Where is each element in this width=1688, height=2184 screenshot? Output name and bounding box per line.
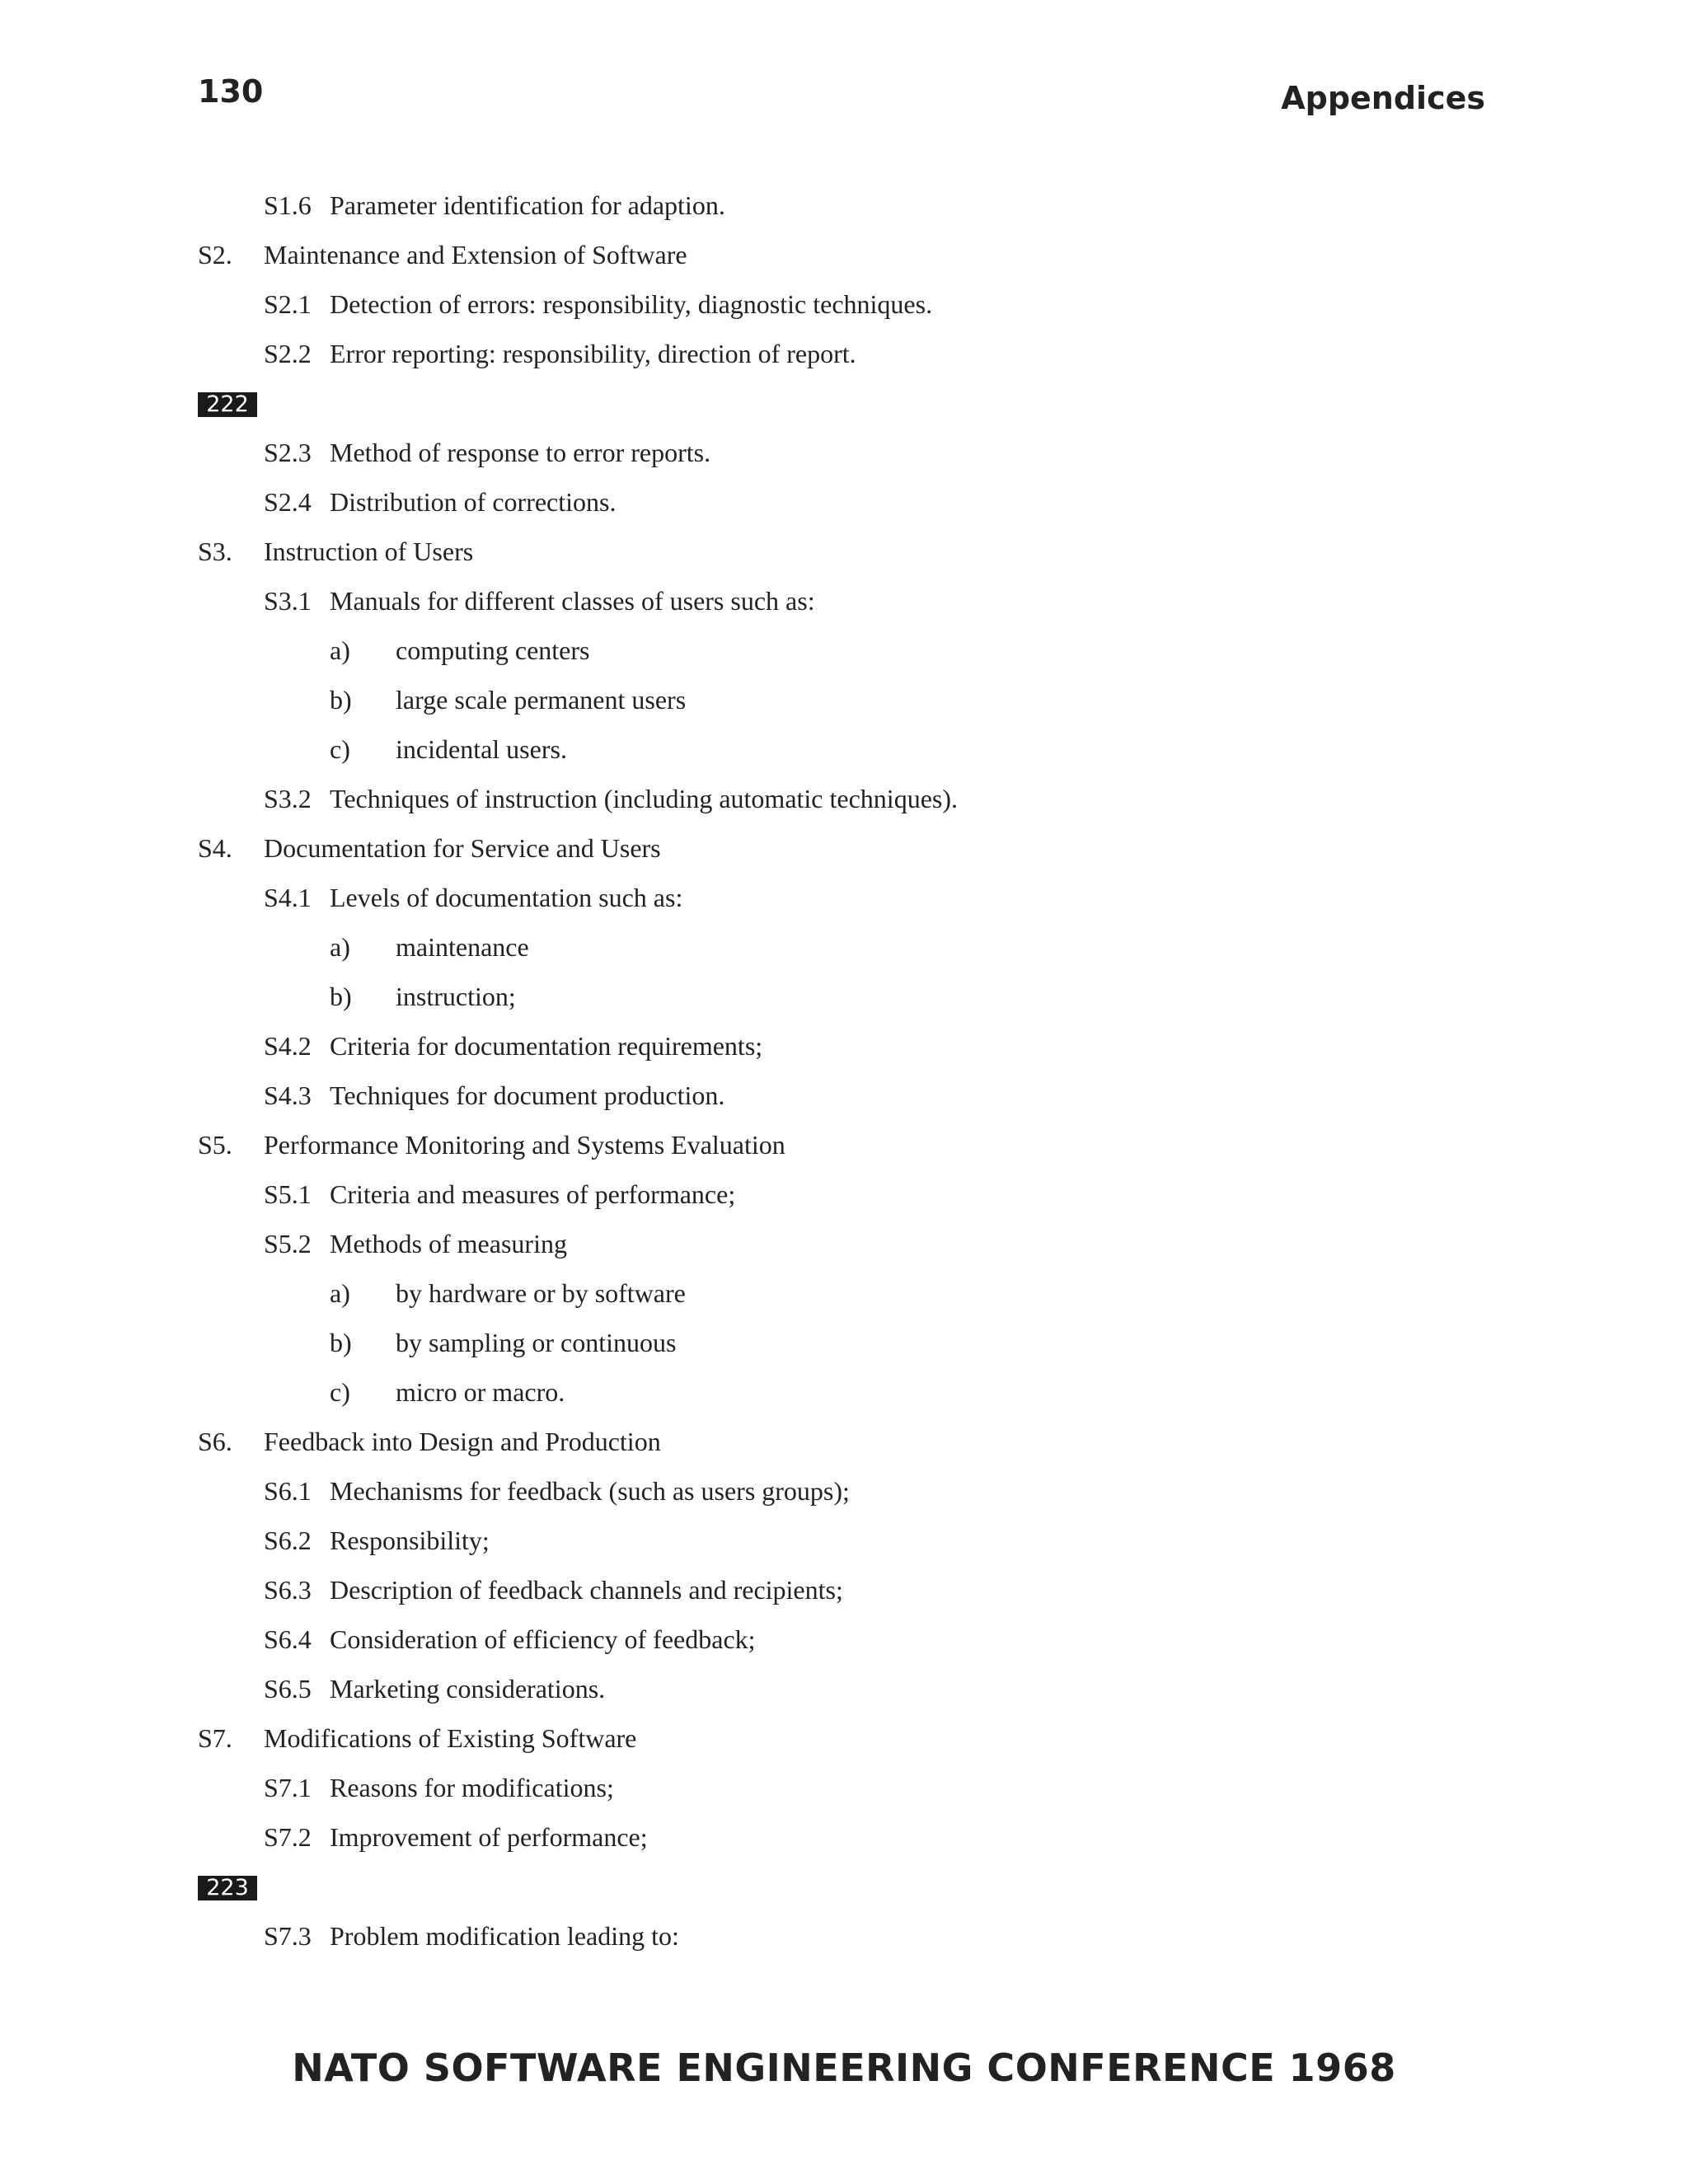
outline-list-item: [0, 684, 1688, 733]
item-text: Levels of documentation such as:: [330, 883, 683, 912]
outline-section: [0, 1129, 1688, 1179]
item-text: computing centers: [396, 635, 590, 665]
outline-list-item: [0, 1277, 1688, 1327]
footer-title: NATO SOFTWARE ENGINEERING CONFERENCE 1968: [292, 2046, 1396, 2090]
outline-subsection: [0, 1624, 1688, 1673]
outline-list-item: [0, 931, 1688, 981]
item-number: S6.5: [264, 1674, 312, 1704]
item-number: S1.6: [264, 190, 312, 220]
item-text: Problem modification leading to:: [330, 1921, 679, 1951]
item-number: b): [330, 1328, 352, 1357]
item-number: c): [330, 1377, 350, 1407]
outline-list-item: [0, 981, 1688, 1030]
item-text: instruction;: [396, 982, 516, 1011]
outline-subsection: [0, 1179, 1688, 1228]
item-text: Instruction of Users: [264, 537, 474, 566]
item-text: Responsibility;: [330, 1526, 490, 1555]
outline-subsection: [0, 1574, 1688, 1624]
item-text: Error reporting: responsibility, direction of report.: [330, 339, 856, 368]
item-number: S3.2: [264, 784, 312, 813]
item-number: S4.3: [264, 1080, 312, 1110]
item-number: S6.2: [264, 1526, 312, 1555]
item-number: S6.4: [264, 1624, 312, 1654]
item-text: maintenance: [396, 932, 529, 962]
item-text: Techniques of instruction (including automatic techniques).: [330, 784, 958, 813]
item-number: c): [330, 734, 350, 764]
page-marker-badge: 223: [198, 1876, 257, 1900]
item-text: incidental users.: [396, 734, 567, 764]
outline-section: [0, 832, 1688, 882]
outline-subsection: [0, 1821, 1688, 1871]
item-number: b): [330, 982, 352, 1011]
outline-subsection: [0, 190, 1688, 239]
item-number: S2.1: [264, 289, 312, 319]
outline-section: [0, 1426, 1688, 1475]
item-number: S7.1: [264, 1773, 312, 1802]
outline-section: [0, 1722, 1688, 1772]
outline-section: [0, 239, 1688, 288]
item-text: Manuals for different classes of users such as:: [330, 586, 815, 616]
item-number: S4.2: [264, 1031, 312, 1061]
item-number: S6.1: [264, 1476, 312, 1506]
item-number: a): [330, 635, 350, 665]
item-number: S4.1: [264, 883, 312, 912]
item-text: by hardware or by software: [396, 1278, 686, 1308]
outline-subsection: [0, 1475, 1688, 1525]
original-page-marker: [0, 387, 1688, 437]
item-text: Marketing considerations.: [330, 1674, 606, 1704]
item-number: S2.4: [264, 487, 312, 517]
item-text: Criteria and measures of performance;: [330, 1179, 736, 1209]
item-number: S7.3: [264, 1921, 312, 1951]
item-number: a): [330, 1278, 350, 1308]
item-text: Modifications of Existing Software: [264, 1723, 637, 1753]
item-number: a): [330, 932, 350, 962]
item-number: S7.2: [264, 1822, 312, 1852]
outline-subsection: [0, 1525, 1688, 1574]
outline-list-item: [0, 1327, 1688, 1376]
outline-content: [0, 190, 1688, 1970]
outline-subsection: [0, 486, 1688, 536]
outline-subsection: [0, 783, 1688, 832]
item-text: Improvement of performance;: [330, 1822, 648, 1852]
outline-subsection: [0, 338, 1688, 387]
item-number: S5.1: [264, 1179, 312, 1209]
item-text: Methods of measuring: [330, 1229, 567, 1258]
item-number: S6.3: [264, 1575, 312, 1605]
item-text: Parameter identification for adaption.: [330, 190, 725, 220]
item-text: Performance Monitoring and Systems Evaluation: [264, 1130, 785, 1160]
outline-subsection: [0, 1228, 1688, 1277]
outline-list-item: [0, 635, 1688, 684]
item-text: Detection of errors: responsibility, diagnostic techniques.: [330, 289, 933, 319]
item-number: S5.2: [264, 1229, 312, 1258]
original-page-marker: [0, 1871, 1688, 1920]
outline-subsection: [0, 1673, 1688, 1722]
outline-list-item: [0, 1376, 1688, 1426]
outline-subsection: [0, 1080, 1688, 1129]
item-number: S2.: [198, 240, 232, 269]
item-text: Maintenance and Extension of Software: [264, 240, 687, 269]
page-number: 130: [198, 73, 264, 110]
item-text: Reasons for modifications;: [330, 1773, 614, 1802]
item-number: S3.1: [264, 586, 312, 616]
item-text: micro or macro.: [396, 1377, 565, 1407]
outline-subsection: [0, 288, 1688, 338]
outline-subsection: [0, 437, 1688, 486]
section-title: Appendices: [1281, 80, 1485, 116]
page-marker-badge: 222: [198, 392, 257, 417]
item-text: Feedback into Design and Production: [264, 1427, 661, 1456]
item-text: Criteria for documentation requirements;: [330, 1031, 763, 1061]
item-text: Mechanisms for feedback (such as users groups);: [330, 1476, 850, 1506]
item-number: S7.: [198, 1723, 232, 1753]
outline-subsection: [0, 1920, 1688, 1970]
item-number: S2.3: [264, 438, 312, 467]
item-text: Techniques for document production.: [330, 1080, 725, 1110]
item-text: Consideration of efficiency of feedback;: [330, 1624, 756, 1654]
item-number: S6.: [198, 1427, 232, 1456]
item-text: Distribution of corrections.: [330, 487, 617, 517]
item-text: Documentation for Service and Users: [264, 833, 661, 863]
item-number: S2.2: [264, 339, 312, 368]
item-number: S4.: [198, 833, 232, 863]
item-number: b): [330, 685, 352, 715]
outline-subsection: [0, 882, 1688, 931]
outline-subsection: [0, 1772, 1688, 1821]
item-text: Method of response to error reports.: [330, 438, 711, 467]
item-text: large scale permanent users: [396, 685, 687, 715]
item-number: S5.: [198, 1130, 232, 1160]
item-number: S3.: [198, 537, 232, 566]
item-text: by sampling or continuous: [396, 1328, 677, 1357]
outline-list-item: [0, 733, 1688, 783]
outline-section: [0, 536, 1688, 585]
item-text: Description of feedback channels and recipients;: [330, 1575, 843, 1605]
outline-subsection: [0, 1030, 1688, 1080]
outline-subsection: [0, 585, 1688, 635]
